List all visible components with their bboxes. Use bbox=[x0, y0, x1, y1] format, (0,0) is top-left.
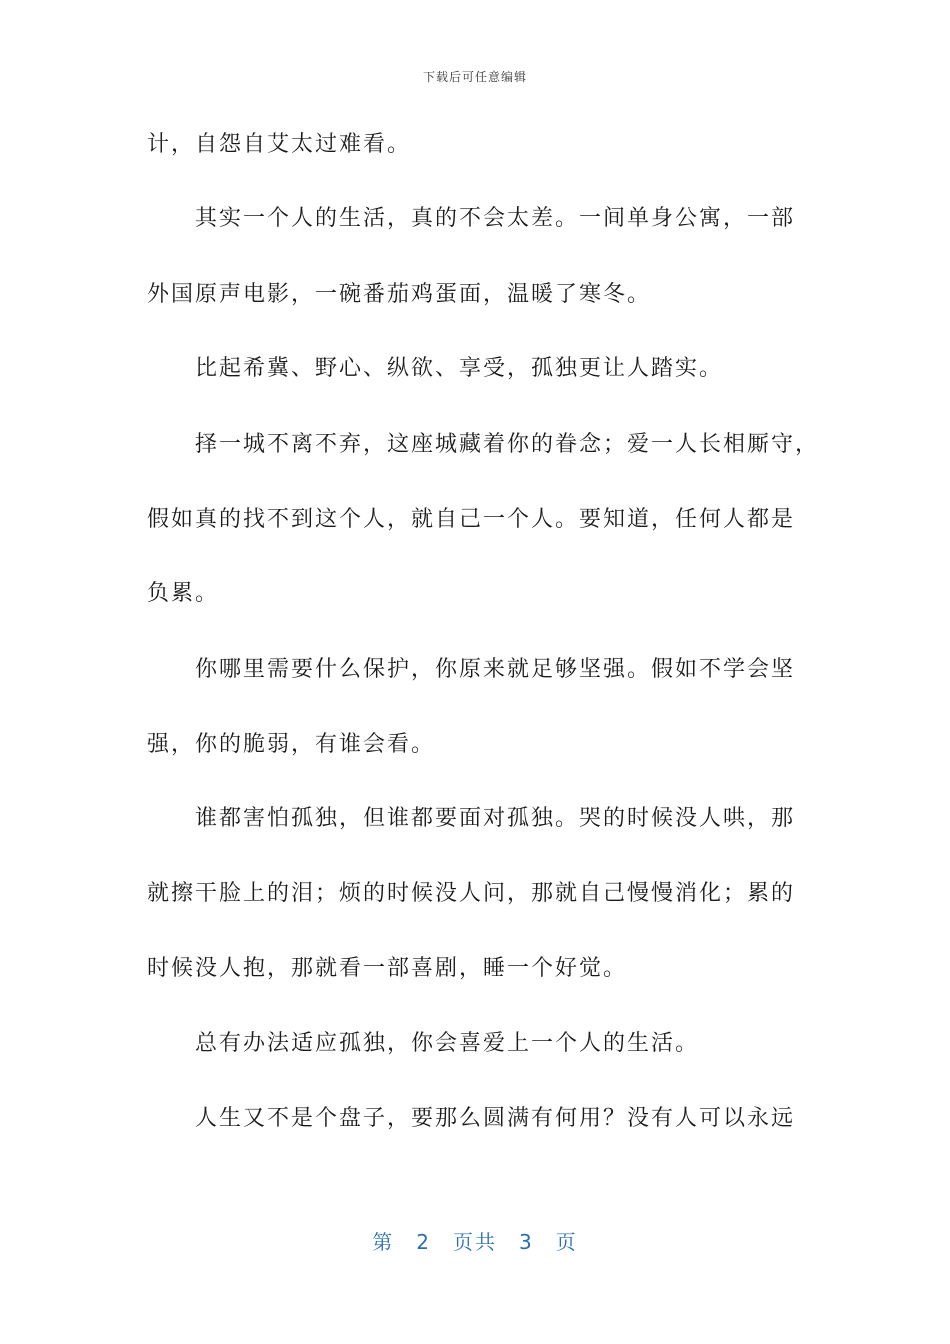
text-line: 其实一个人的生活，真的不会太差。一间单身公寓，一部 bbox=[147, 206, 796, 231]
footer-suffix: 页 bbox=[555, 1230, 578, 1254]
text-line: 外国原声电影，一碗番茄鸡蛋面，温暖了寒冬。 bbox=[147, 282, 652, 307]
text-line: 计，自怨自艾太过难看。 bbox=[147, 132, 412, 157]
text-line: 你哪里需要什么保护，你原来就足够坚强。假如不学会坚 bbox=[147, 657, 796, 682]
total-pages-number: 3 bbox=[519, 1230, 534, 1254]
text-line: 时候没人抱，那就看一部喜剧，睡一个好觉。 bbox=[147, 956, 628, 981]
text-line: 人生又不是个盘子，要那么圆满有何用？没有人可以永远 bbox=[147, 1106, 796, 1131]
text-line: 谁都害怕孤独，但谁都要面对孤独。哭的时候没人哄，那 bbox=[147, 806, 796, 831]
footer-middle: 页共 bbox=[453, 1230, 497, 1254]
text-line: 假如真的找不到这个人，就自己一个人。要知道，任何人都是 bbox=[147, 507, 796, 532]
page-footer bbox=[0, 1226, 950, 1255]
text-line: 总有办法适应孤独，你会喜爱上一个人的生活。 bbox=[147, 1031, 700, 1056]
text-line: 负累。 bbox=[147, 581, 220, 606]
footer-prefix: 第 bbox=[372, 1230, 395, 1254]
text-line: 就擦干脸上的泪；烦的时候没人问，那就自己慢慢消化；累的 bbox=[147, 881, 796, 906]
text-line: 择一城不离不弃，这座城藏着你的眷念；爱一人长相厮守， bbox=[147, 432, 820, 457]
header-note: 下载后可任意编辑 bbox=[422, 70, 527, 84]
text-line: 比起希冀、野心、纵欲、享受，孤独更让人踏实。 bbox=[147, 356, 724, 381]
text-line: 强，你的脆弱，有谁会看。 bbox=[147, 732, 436, 757]
current-page-number: 2 bbox=[416, 1230, 431, 1254]
